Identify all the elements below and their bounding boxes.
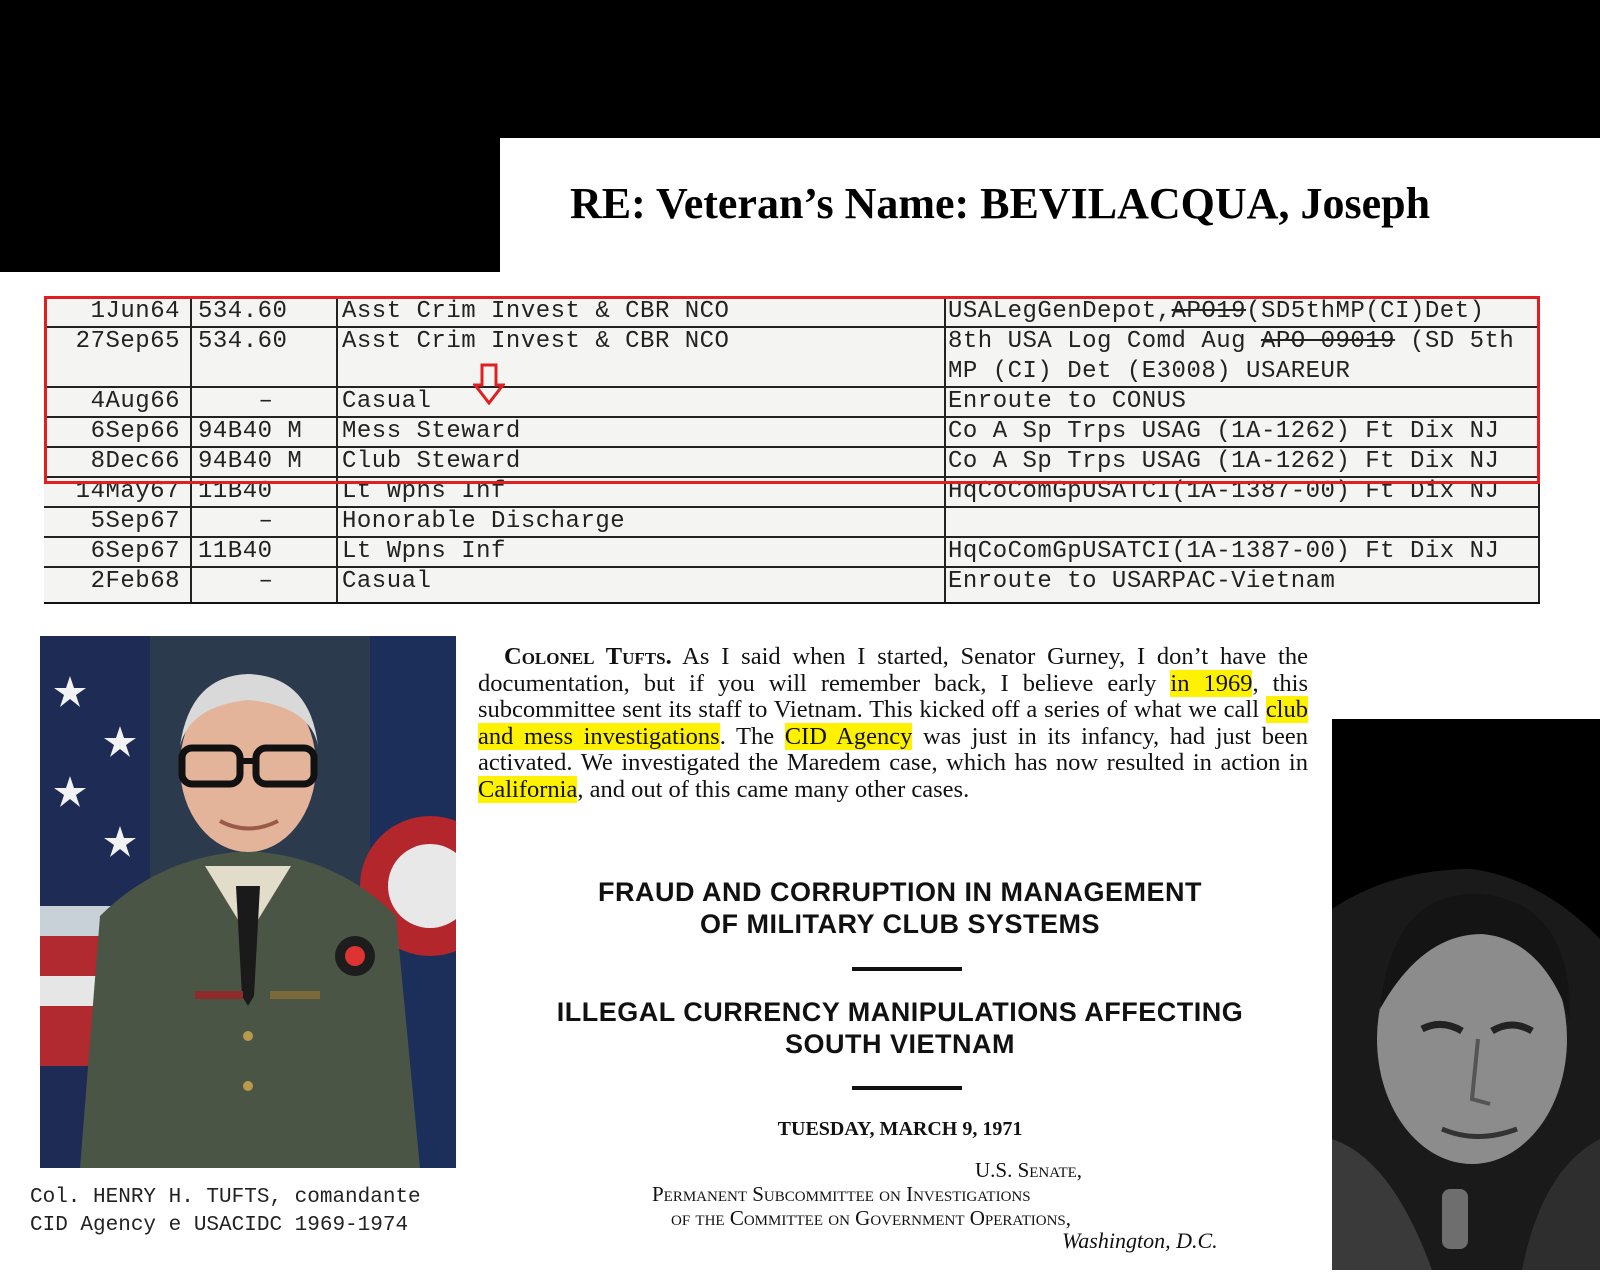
testimony-text: , and out of this came many other cases. (577, 775, 970, 803)
record-mos: 534.60 (198, 298, 288, 325)
record-row (44, 566, 1540, 596)
record-duty: Casual (342, 568, 432, 595)
divider-rule (852, 967, 962, 971)
record-duty: Lt Wpns Inf (342, 478, 506, 505)
record-date: 5Sep67 (90, 508, 180, 535)
heading-line: OF MILITARY CLUB SYSTEMS (699, 909, 1100, 939)
record-unit: 8th USA Log Comd Aug APO 09019 (SD 5th (948, 328, 1515, 355)
record-date: 27Sep65 (75, 328, 180, 355)
heading-line: SOUTH VIETNAM (784, 1029, 1015, 1059)
record-mos: 534.60 (198, 328, 288, 355)
record-mos: – (258, 388, 274, 415)
record-mos: 94B40 M (198, 418, 303, 445)
record-date: 2Feb68 (90, 568, 180, 595)
record-unit: USALegGenDepot,APO19(SD5thMP(CI)Det) (948, 298, 1485, 325)
record-duty: Honorable Discharge (342, 508, 626, 535)
heading-line: ILLEGAL CURRENCY MANIPULATIONS AFFECTING (556, 997, 1244, 1027)
hearing-heading-1 (520, 876, 1280, 940)
record-unit: Enroute to CONUS (948, 388, 1187, 415)
bevilacqua-photo (1332, 719, 1600, 1270)
record-unit: MP (CI) Det (E3008) USAREUR (948, 358, 1351, 385)
record-duty: Asst Crim Invest & CBR NCO (342, 298, 730, 325)
record-mos: – (258, 508, 274, 535)
testimony-paragraph (478, 644, 1308, 803)
caption-line: CID Agency e USACIDC 1969-1974 (30, 1214, 409, 1237)
record-mos: 11B40 (198, 538, 273, 565)
photo-caption (30, 1184, 421, 1240)
portrait-illustration (1332, 719, 1600, 1270)
highlighted-text: CID Agency (784, 722, 913, 750)
senate-line: Washington, D.C. (1062, 1228, 1218, 1253)
hearing-heading-2 (520, 996, 1280, 1060)
record-row (44, 536, 1540, 568)
record-duty: Casual (342, 388, 432, 415)
divider-rule (852, 1086, 962, 1090)
testimony-text: was just in its infancy, had just been activated. We investigated the Maredem case, which has now resulted in action in (478, 722, 1308, 776)
record-duty: Asst Crim Invest & CBR NCO (342, 328, 730, 355)
header-black-band (0, 0, 1600, 138)
hearing-date: TUESDAY, MARCH 9, 1971 (777, 1118, 1023, 1140)
record-unit: HqCoComGpUSATCI(1A-1387-00) Ft Dix NJ (948, 478, 1500, 505)
record-duty: Lt Wpns Inf (342, 538, 506, 565)
veteran-name-title: RE: Veteran’s Name: BEVILACQUA, Joseph (570, 179, 1431, 228)
record-mos: 11B40 (198, 478, 273, 505)
record-date: 1Jun64 (90, 298, 180, 325)
highlighted-text: in 1969 (1170, 669, 1253, 697)
testimony-text: As I said when I started, Senator Gurney, I don’t have the documentation, but if you will remember back, I believe early (478, 643, 1308, 697)
record-duty: Mess Steward (342, 418, 521, 445)
senate-line: of the Committee on Government Operations, (671, 1206, 1071, 1230)
record-mos: 94B40 M (198, 448, 303, 475)
record-duty: Club Steward (342, 448, 521, 475)
record-unit: Enroute to USARPAC-Vietnam (948, 568, 1336, 595)
highlighted-text: California (478, 775, 578, 803)
testimony-text: . The (719, 722, 785, 750)
senate-line: Permanent Subcommittee on Investigations (652, 1182, 1031, 1206)
record-mos: – (258, 568, 274, 595)
colonel-tufts-photo (40, 636, 456, 1168)
record-date: 6Sep66 (90, 418, 180, 445)
highlighted-text: club and mess investigations (478, 696, 1308, 750)
caption-line: Col. HENRY H. TUFTS, comandante (30, 1186, 421, 1209)
record-unit: Co A Sp Trps USAG (1A-1262) Ft Dix NJ (948, 418, 1500, 445)
portrait-illustration (40, 636, 456, 1168)
record-unit: HqCoComGpUSATCI(1A-1387-00) Ft Dix NJ (948, 538, 1500, 565)
record-date: 4Aug66 (90, 388, 180, 415)
red-highlight-box (44, 296, 1540, 484)
left-black-block (0, 138, 500, 272)
speaker-name: Colonel Tufts. (504, 643, 672, 670)
record-row (44, 506, 1540, 538)
record-date: 8Dec66 (90, 448, 180, 475)
senate-line: U.S. Senate, (975, 1158, 1083, 1182)
testimony-text: , this subcommittee sent its staff to Vietnam. This kicked off a series of what we call (478, 669, 1308, 723)
record-unit: Co A Sp Trps USAG (1A-1262) Ft Dix NJ (948, 448, 1500, 475)
down-arrow-icon (473, 363, 505, 405)
record-date: 14May67 (75, 478, 180, 505)
record-date: 6Sep67 (90, 538, 180, 565)
heading-line: FRAUD AND CORRUPTION IN MANAGEMENT (598, 877, 1202, 907)
